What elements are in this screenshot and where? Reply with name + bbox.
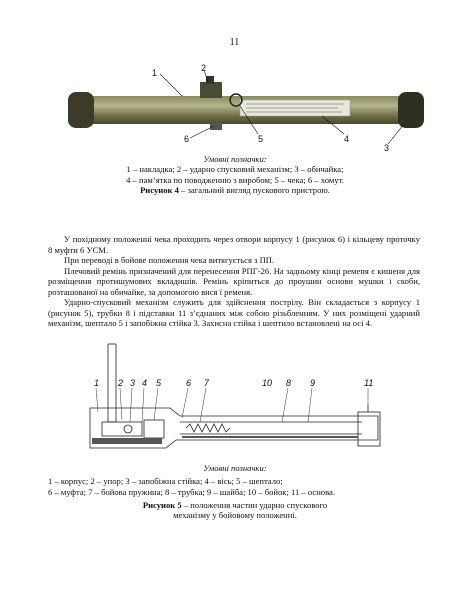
figure4-caption-label: Рисунок 4 [140, 184, 179, 195]
callout-m-6: 6 [186, 378, 192, 388]
callout-m-2: 2 [118, 378, 124, 388]
figure5-legend-line2: 6 – муфта; 7 – бойова пружина; 8 – трубка; 9 – шайба; 10 – бойок; 11 – основа. [48, 486, 335, 497]
callout-2: 2 [201, 63, 207, 73]
figure5-caption-text: – положення частин ударно спускового [181, 500, 328, 510]
launcher-photo [62, 62, 434, 154]
trigger-mechanism-drawing [62, 342, 392, 457]
paragraph-4: Ударно-спусковий механізм служить для здійснення пострілу. Він складається з корпусу 1 (рисунок 5), трубки 8 і підставки 11 з’єднаних між собою різьбленням. У них розміщені ударний механізм, шептало 5 і запобіжна стійка 3. Захисна стійка і шептило встановлені на осі 4. [48, 297, 420, 328]
figure4-legend-line1: 1 – накладка; 2 – ударно спусковий механізм; 3 – обичайка; [126, 164, 344, 175]
callout-m-5: 5 [156, 378, 162, 388]
callout-m-3: 3 [130, 378, 136, 388]
paragraph-1: У похідному положенні чека проходить через отвори корпусу 1 (рисунок 6) і кільцеву проточку 8 муфти 6 УСМ. [48, 234, 420, 255]
figure5-caption-label: Рисунок 5 [142, 500, 182, 510]
callout-5: 5 [258, 134, 264, 144]
callout-m-11: 11 [364, 378, 374, 388]
figure5-caption-text2: механізму у бойовому положенні. [173, 510, 297, 521]
callout-3: 3 [384, 143, 390, 153]
callout-m-8: 8 [286, 378, 292, 388]
figure4-caption-text: – загальний вигляд пускового пристрою. [178, 184, 330, 195]
figure5-legend-line1: 1 – корпус; 2 – упор; 3 – запобіжна стійка; 4 – вісь; 5 – шептало; [48, 476, 283, 486]
page-number: 11 [229, 37, 240, 48]
callout-1: 1 [152, 68, 158, 78]
figure4-legend-line2: 4 – пам’ятка по поводженню з виробом; 5 – чека; 6 – хомут. [126, 174, 344, 185]
figure4-caption [30, 185, 440, 195]
figure5-legend [48, 476, 420, 497]
callout-4: 4 [344, 134, 350, 144]
paragraph-3: Плечовий ремінь призначений для перенесення РПГ-26. На задньому кінці ременя є кишеня для розміщення протишумових вкладишів. Ремінь кріпиться до проушин основи мушки і скоби, розташованої на обичайке, за допомогою вися ї ременя. [48, 265, 420, 297]
callout-m-10: 10 [262, 378, 273, 388]
callout-m-1: 1 [94, 378, 100, 388]
callout-m-4: 4 [142, 378, 148, 388]
figure4-legend [30, 154, 440, 195]
callout-m-9: 9 [310, 378, 316, 388]
figure5-caption [30, 500, 440, 521]
paragraph-2: При переводі в бойове положення чека витягується з ПП. [64, 255, 275, 265]
figure5-legend-title-wrap [30, 463, 440, 473]
figure4-legend-title: Умовні позначки: [203, 154, 267, 164]
body-text [48, 234, 420, 329]
callout-m-7: 7 [204, 378, 210, 388]
figure5-legend-title: Умовні позначки: [203, 463, 267, 473]
callout-6: 6 [184, 134, 190, 144]
